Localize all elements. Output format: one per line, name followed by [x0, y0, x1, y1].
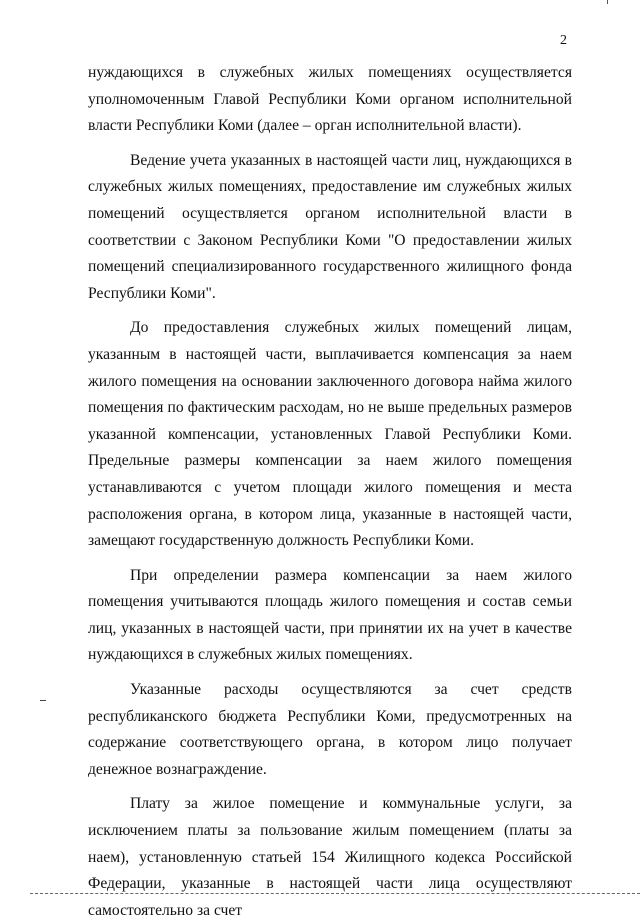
paragraph-expenses: Указанные расходы осуществляются за счет средств республиканского бюджета Республики Коми, предусмотренных на содержание соответствующего органа, в котором лицо получает денежное вознаграждение.	[88, 681, 572, 778]
paragraph-determination: При определении размера компенсации за наем жилого помещения учитываются площадь жилого помещения и состав семьи лиц, указанных в настоящей части, при принятии их на учет в качестве нуждающихся в служебных жилых помещениях.	[88, 566, 572, 664]
paragraph-registration: Ведение учета указанных в настоящей части лиц, нуждающихся в служебных жилых помещениях, предоставление им служебных жилых помещений осуществляется органом исполнительной власти в соответствии с Законом Республики Коми "О предоставлении жилых помещений специализированного государственного жилищного фонда Республики Коми".	[88, 151, 572, 302]
document-body	[88, 60, 572, 924]
page-number: 2	[560, 33, 567, 48]
scan-mark	[40, 700, 46, 701]
paragraph-compensation: До предоставления служебных жилых помещений лицам, указанным в настоящей части, выплачивается компенсация за наем жилого помещения на основании заключенного договора найма жилого помещения по фактическим расходам, но не выше предельных размеров указанной компенсации, установленных Главой Республики Коми. Предельные размеры компенсации за наем жилого помещения устанавливаются с учетом площади жилого помещения и места расположения органа, в котором лица, указанные в настоящей части, замещают государственную должность Республики Коми.	[88, 319, 572, 550]
scan-mark	[607, 0, 608, 4]
page-bottom-rule	[30, 893, 640, 894]
paragraph-utilities: Плату за жилое помещение и коммунальные услуги, за исключением платы за пользование жилым помещением (платы за наем), установленную статьей 154 Жилищного кодекса Российской Федерации, указанные в настоящей части лица осуществляют самостоятельно за счет	[88, 795, 572, 919]
paragraph-continuation: нуждающихся в служебных жилых помещениях осуществляется уполномоченным Главой Республики Коми органом исполнительной власти Республики Коми (далее – орган исполнительной власти).	[88, 64, 572, 135]
